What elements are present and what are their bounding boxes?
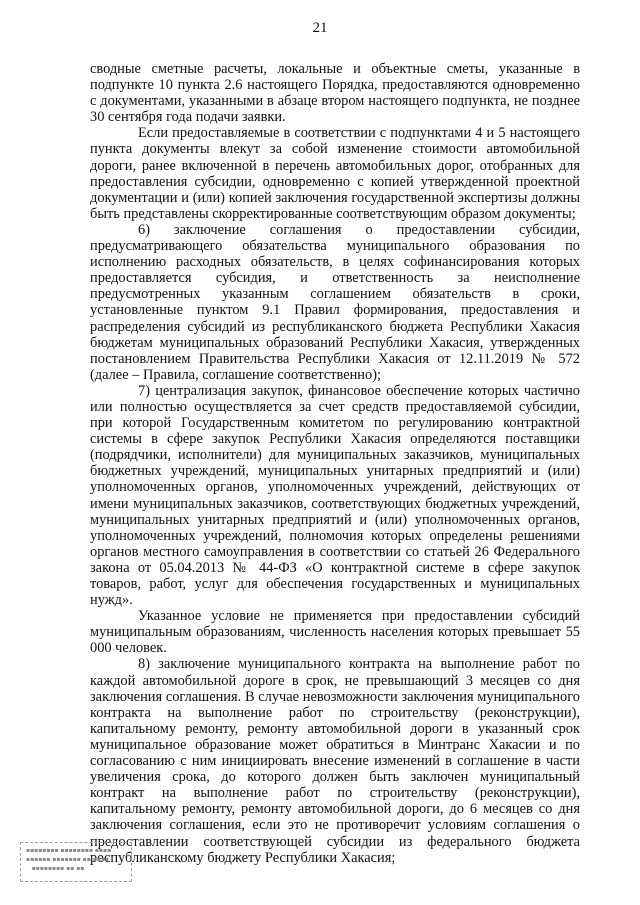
page-number: 21	[312, 20, 328, 36]
paragraph: 6) заключение соглашения о предоставлении субсидии, предусматривающего обязательства муниципального образования по исполнению расходных обязательств, в целях софинансирования которых предоставляется субсидия, и ответственность за неисполнение предусмотренных указанным соглашением обязательств в сроки, установленные пунктом 9.1 Правил формирования, предоставления и распределения субсидий из республиканского бюджета Республики Хакасия бюджетам муниципальных образований Республики Хакасия, утвержденных постановлением Правительства Республики Хакасия от 12.11.2019 № 572 (далее – Правила, соглашение соответственно);	[90, 221, 580, 383]
paragraph: 7) централизация закупок, финансовое обеспечение которых частично или полностью осуществляется за счет средств предоставляемой субсидии, при которой Государственным комитетом по регулированию контрактной системы в сфере закупок Республики Хакасия определяются поставщики (подрядчики, исполнители) для муниципальных заказчиков, муниципальных бюджетных учреждений, муниципальных унитарных предприятий и (или) уполномоченных органов, уполномоченных учреждений, действующих от имени муниципальных заказчиков, соответствующих бюджетных учреждений, муниципальных унитарных предприятий и (или) уполномоченных органов, уполномоченных учреждений, полномочия которых определены решениями органов местного самоуправления в соответствии со статьей 26 Федерального закона от 05.04.2013 № 44-ФЗ «О контрактной системе в сфере закупок товаров, работ, услуг для обеспечения государственных и муниципальных нужд».	[90, 382, 580, 609]
paragraph: Если предоставляемые в соответствии с подпунктами 4 и 5 настоящего пункта документы влекут за собой изменение стоимости автомобильной дороги, ранее включенной в перечень автомобильных дорог, отобранных для предоставления субсидии, одновременно с копией утвержденной проектной документации и (или) копией заключения государственной экспертизы должны быть представлены скорректированные соответствующим образом документы;	[90, 125, 580, 222]
paragraph: сводные сметные расчеты, локальные и объектные сметы, указанные в подпункте 10 пункта 2.6 настоящего Порядка, предоставляются одновременно с документами, указанными в абзаце втором настоящего подпункта, не позднее 30 сентября года подачи заявки.	[90, 61, 580, 126]
document-body	[90, 61, 580, 866]
paragraph: 8) заключение муниципального контракта на выполнение работ по каждой автомобильной дороге в срок, не превышающий 3 месяцев со дня заключения соглашения. В случае невозможности заключения муниципального контракта на выполнение работ по строительству (реконструкции), капитальному ремонту, ремонту автомобильной дороги в указанный срок муниципальное образование может обратиться в Минтранс Хакасии и по согласованию с ним инициировать внесение изменений в соглашение в части увеличения срока, до которого должен быть заключен муниципальный контракт на выполнение работ по строительству (реконструкции), капитальному ремонту, ремонту автомобильной дороги, до 6 месяцев со дня заключения соглашения, если это не противоречит условиям соглашения о предоставлении соответствующей субсидии из федерального бюджета республиканскому бюджету Республики Хакасия;	[90, 656, 580, 866]
paragraph: Указанное условие не применяется при предоставлении субсидий муниципальным образованиям, численность населения которых превышает 55 000 человек.	[90, 608, 580, 657]
registration-stamp: ▪▪▪▪▪▪▪▪ ▪▪▪▪▪▪▪▪ ▪▪▪▪ ▪▪▪▪▪▪ ▪▪▪▪▪▪▪ ▪▪ ▪▪▪▪ ▪▪▪▪▪▪▪▪ ▪▪ ▪▪	[20, 842, 132, 882]
